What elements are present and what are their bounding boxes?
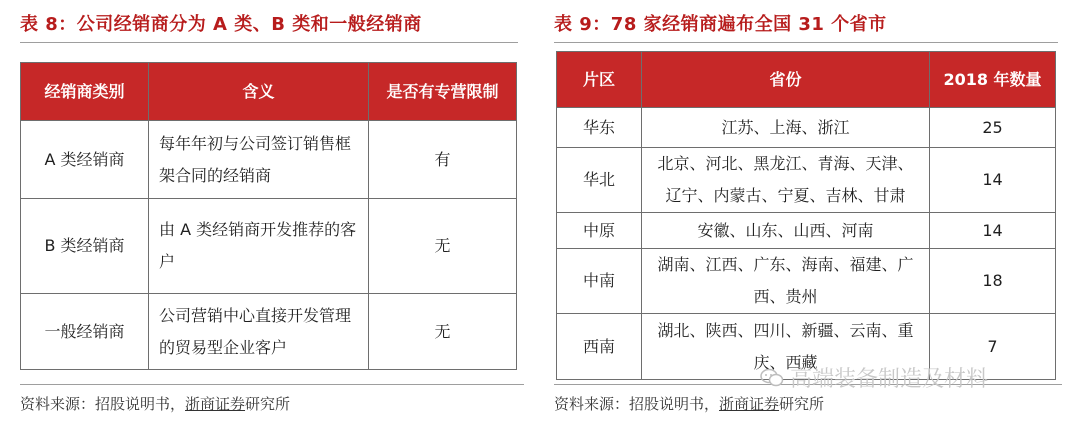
region-count: 14: [930, 213, 1056, 249]
source-divider: [20, 384, 524, 385]
region-count: 7: [930, 314, 1056, 380]
table-row: [557, 249, 1056, 314]
region-count: 14: [930, 148, 1056, 213]
table-row: [557, 108, 1056, 148]
region-name: 西南: [557, 314, 642, 380]
table-row: [557, 148, 1056, 213]
restriction-value: 无: [369, 294, 517, 370]
region-provinces: 北京、河北、黑龙江、青海、天津、辽宁、内蒙古、宁夏、吉林、甘肃: [642, 148, 930, 213]
table-9-title: 表 9：78 家经销商遍布全国 31 个省市: [554, 14, 887, 35]
table-row: [21, 199, 517, 294]
region-name: 中原: [557, 213, 642, 249]
dealer-region-table: [556, 51, 1056, 380]
region-count: 18: [930, 249, 1056, 314]
source-note: [554, 393, 824, 414]
source-broker: 浙商证券: [719, 395, 780, 413]
region-provinces: 湖南、江西、广东、海南、福建、广西、贵州: [642, 249, 930, 314]
dealer-category-table: [20, 62, 517, 370]
restriction-value: 无: [369, 199, 517, 294]
dealer-meaning: 由 A 类经销商开发推荐的客户: [149, 199, 369, 294]
column-header-meaning: 含义: [149, 63, 369, 121]
watermark: [760, 362, 988, 393]
dealer-meaning: 每年年初与公司签订销售框架合同的经销商: [149, 121, 369, 199]
dealer-category: 一般经销商: [21, 294, 149, 370]
region-provinces: 湖北、陕西、四川、新疆、云南、重庆、西藏: [642, 314, 930, 380]
column-header-count: 2018 年数量: [930, 52, 1056, 108]
source-broker: 浙商证券: [185, 395, 246, 413]
region-name: 中南: [557, 249, 642, 314]
title-divider: [20, 42, 518, 43]
watermark-text: 高端装备制造及材料: [790, 367, 989, 392]
source-suffix: 研究所: [779, 395, 825, 413]
wechat-icon: [760, 368, 784, 388]
column-header-provinces: 省份: [642, 52, 930, 108]
dealer-category: B 类经销商: [21, 199, 149, 294]
table-row: [21, 294, 517, 370]
title-divider: [554, 42, 1058, 43]
source-note: [20, 393, 290, 414]
source-prefix: 资料来源：招股说明书，: [20, 395, 186, 413]
source-prefix: 资料来源：招股说明书，: [554, 395, 720, 413]
region-count: 25: [930, 108, 1056, 148]
region-name: 华北: [557, 148, 642, 213]
restriction-value: 有: [369, 121, 517, 199]
region-provinces: 江苏、上海、浙江: [642, 108, 930, 148]
dealer-meaning: 公司营销中心直接开发管理的贸易型企业客户: [149, 294, 369, 370]
dealer-category: A 类经销商: [21, 121, 149, 199]
column-header-region: 片区: [557, 52, 642, 108]
source-suffix: 研究所: [245, 395, 291, 413]
column-header-restriction: 是否有专营限制: [369, 63, 517, 121]
region-name: 华东: [557, 108, 642, 148]
region-provinces: 安徽、山东、山西、河南: [642, 213, 930, 249]
table-row: [21, 121, 517, 199]
column-header-category: 经销商类别: [21, 63, 149, 121]
table-8-title: 表 8：公司经销商分为 A 类、B 类和一般经销商: [20, 14, 422, 35]
table-row: [557, 213, 1056, 249]
